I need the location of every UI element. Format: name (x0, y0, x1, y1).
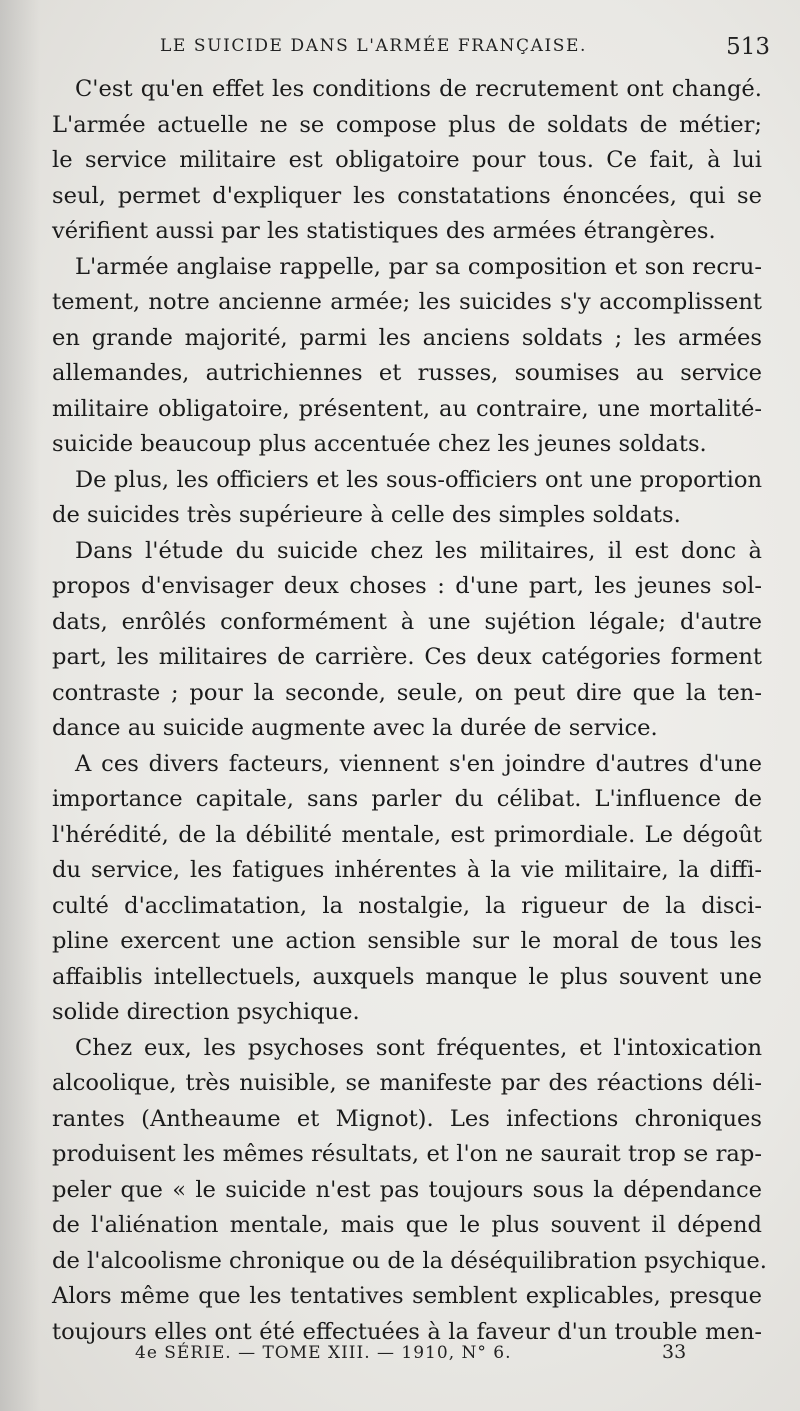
text-line: toujours elles ont été effectuées à la faveur d'un trouble men- (52, 1318, 762, 1345)
text-line: contraste ; pour la seconde, seule, on peut dire que la ten- (52, 679, 762, 706)
running-head (160, 36, 770, 66)
page-number: 513 (726, 34, 770, 60)
text-line: pline exercent une action sensible sur le moral de tous les (52, 928, 762, 954)
text-line: allemandes, autrichiennes et russes, soumises au service (52, 360, 762, 386)
text-line: vérifient aussi par les statistiques des armées étrangères. (52, 218, 716, 244)
text-line: seul, permet d'expliquer les constatations énoncées, qui se (52, 182, 762, 209)
text-line: de suicides très supérieure à celle des simples soldats. (52, 502, 681, 528)
text-line: Chez eux, les psychoses sont fréquentes, et l'intoxication (75, 1034, 762, 1061)
page-edge-shadow (0, 0, 40, 1411)
text-line: culté d'acclimatation, la nostalgie, la rigueur de la disci- (52, 892, 762, 919)
text-line: part, les militaires de carrière. Ces deux catégories forment (52, 644, 762, 670)
text-line: propos d'envisager deux choses : d'une part, les jeunes sol- (52, 573, 762, 599)
text-line: le service militaire est obligatoire pour tous. Ce fait, à lui (52, 147, 762, 173)
running-title: LE SUICIDE DANS L'ARMÉE FRANÇAISE. (160, 36, 588, 56)
text-line: l'hérédité, de la débilité mentale, est primordiale. Le dégoût (52, 821, 762, 848)
text-line: de l'alcoolisme chronique ou de la déséquilibration psychique. (52, 1247, 767, 1274)
page-footer (0, 1343, 800, 1373)
series-info: 4e SÉRIE. — TOME XIII. — 1910, N° 6. (135, 1343, 512, 1363)
text-line: tement, notre ancienne armée; les suicides s'y accomplissent (52, 289, 762, 315)
text-line: en grande majorité, parmi les anciens soldats ; les armées (52, 324, 762, 351)
text-line: importance capitale, sans parler du célibat. L'influence de (52, 786, 762, 812)
text-line: dance au suicide augmente avec la durée de service. (52, 715, 658, 741)
text-line: rantes (Antheaume et Mignot). Les infections chroniques (52, 1105, 762, 1132)
text-line: Alors même que les tentatives semblent explicables, presque (52, 1283, 762, 1309)
text-line: militaire obligatoire, présentent, au contraire, une mortalité- (52, 395, 762, 422)
text-line: de l'aliénation mentale, mais que le plus souvent il dépend (52, 1212, 762, 1238)
text-line: affaiblis intellectuels, auxquels manque le plus souvent une (52, 963, 762, 990)
text-line: A ces divers facteurs, viennent s'en joindre d'autres d'une (75, 750, 762, 777)
text-line: peler que « le suicide n'est pas toujours sous la dépendance (52, 1176, 762, 1203)
text-line: suicide beaucoup plus accentuée chez les jeunes soldats. (52, 431, 707, 457)
text-line: du service, les fatigues inhérentes à la vie militaire, la diffi- (52, 857, 762, 883)
text-line: De plus, les officiers et les sous-officiers ont une proportion (75, 466, 762, 493)
text-line: produisent les mêmes résultats, et l'on ne saurait trop se rap- (52, 1141, 762, 1167)
text-line: dats, enrôlés conformément à une sujétion légale; d'autre (52, 608, 762, 635)
text-line: L'armée actuelle ne se compose plus de soldats de métier; (52, 111, 762, 138)
text-line: solide direction psychique. (52, 999, 360, 1025)
text-line: L'armée anglaise rappelle, par sa composition et son recru- (75, 253, 762, 280)
text-line: Dans l'étude du suicide chez les militaires, il est donc à (75, 537, 762, 564)
text-line: alcoolique, très nuisible, se manifeste par des réactions déli- (52, 1070, 762, 1096)
signature-mark: 33 (662, 1341, 687, 1363)
text-line: C'est qu'en effet les conditions de recrutement ont changé. (75, 76, 762, 102)
